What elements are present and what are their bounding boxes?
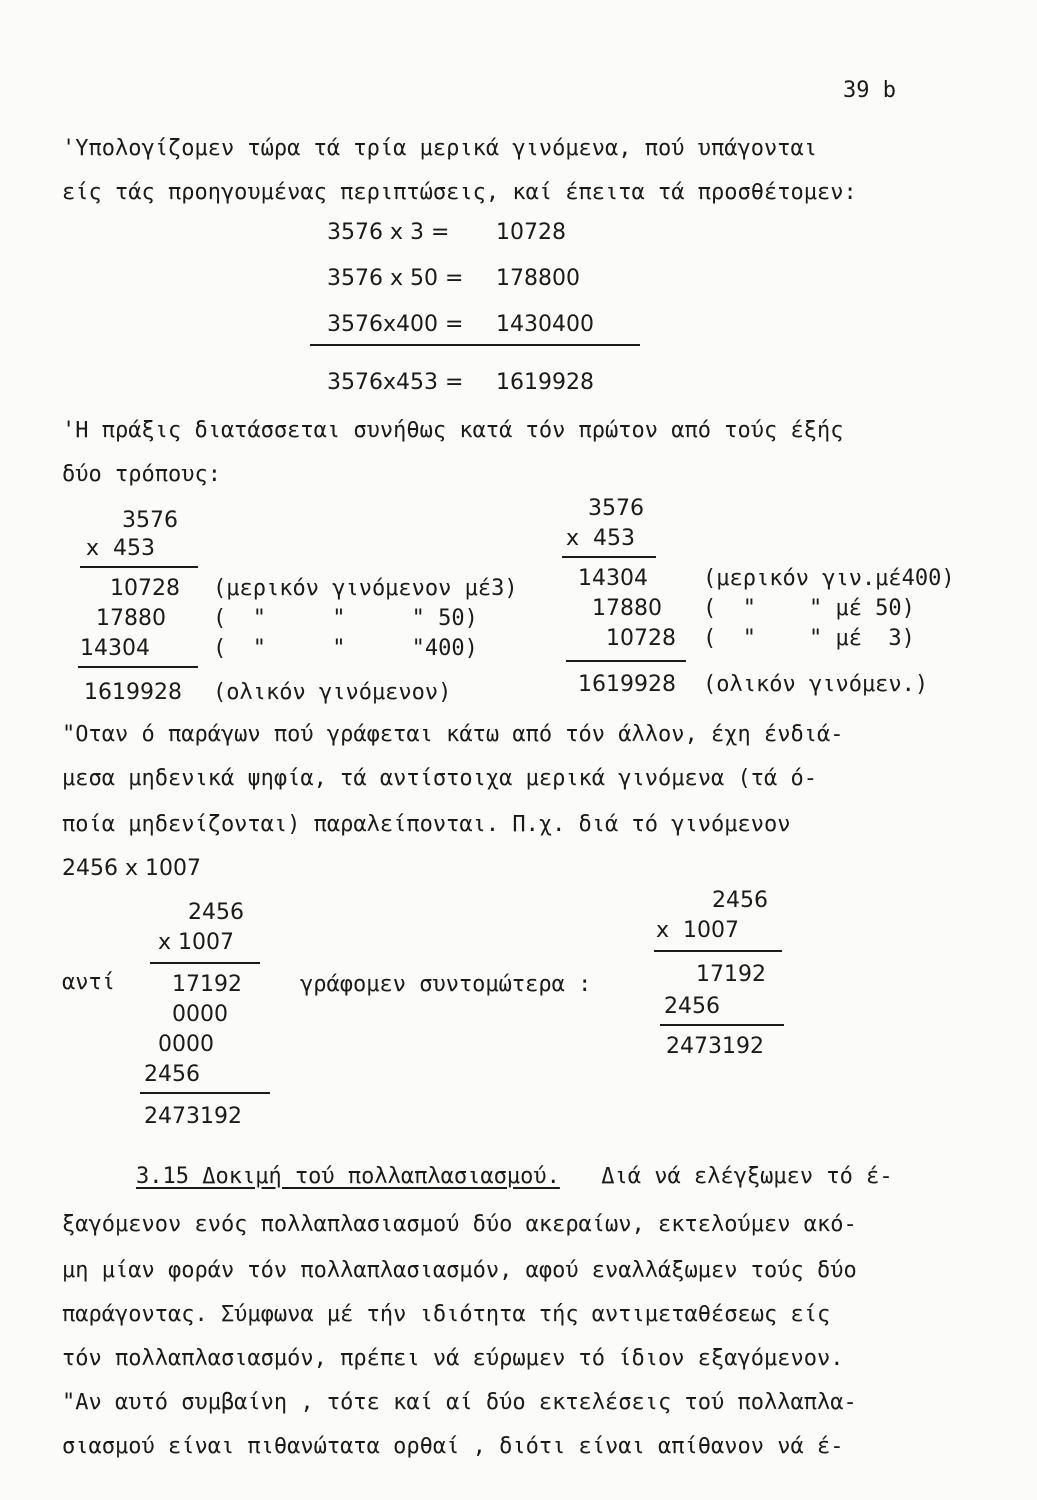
m1-note-3: ( " " "400) — [213, 636, 478, 661]
m2-note-3: ( " " μέ 3) — [703, 626, 915, 651]
short-row-1: 17192 — [696, 962, 766, 987]
partial-expr-3: 3576x400 = — [327, 312, 464, 337]
section-heading: 3.15 Δοκιμή τού πολλαπλασιασμού. — [136, 1164, 560, 1189]
m1-row-3: 14304 — [80, 636, 150, 661]
intro-line-2: είς τάς προηγουμένας περιπτώσεις, καί έπειτα τά προσθέτομεν: — [62, 180, 857, 205]
page-number: 39 b — [843, 78, 896, 103]
short-multiplier: x 1007 — [656, 918, 739, 943]
long-row-2: 0000 — [172, 1002, 228, 1027]
m2-total: 1619928 — [578, 672, 676, 697]
section-line-1: Διά νά ελέγξωμεν τό έ- — [588, 1164, 893, 1189]
m2-rule-bottom — [566, 660, 686, 662]
section-line-3: μη μίαν φοράν τόν πολλαπλασιασμόν, αφού εναλλάξωμεν τούς δύο — [62, 1258, 857, 1283]
partial-expr-2: 3576 x 50 = — [327, 266, 464, 291]
long-rule-bottom — [140, 1092, 270, 1094]
m2-row-2: 17880 — [592, 596, 662, 621]
partial-result-2: 178800 — [496, 266, 580, 291]
m1-note-2: ( " " " 50) — [213, 606, 478, 631]
zeros-example: 2456 x 1007 — [62, 856, 201, 881]
section-line-5: τόν πολλαπλασιασμόν, πρέπει νά εύρωμεν τό ίδιον εξαγόμενον. — [62, 1346, 844, 1371]
m1-total-note: (ολικόν γινόμενον) — [213, 680, 452, 705]
m1-multiplicand: 3576 — [122, 508, 178, 533]
short-rule-top — [654, 950, 782, 952]
m2-total-note: (ολικόν γινόμεν.) — [703, 672, 929, 697]
m2-note-2: ( " " μέ 50) — [703, 596, 915, 621]
intro-line-1: 'Υπολογίζομεν τώρα τά τρία μερικά γινόμενα, πού υπάγονται — [62, 136, 817, 161]
zeros-line-2: μεσα μηδενικά ψηφία, τά αντίστοιχα μερικά γινόμενα (τά ό- — [62, 766, 817, 791]
long-row-3: 0000 — [158, 1032, 214, 1057]
short-total: 2473192 — [666, 1034, 764, 1059]
m2-multiplier: x 453 — [566, 526, 635, 551]
m1-rule-top — [80, 566, 198, 568]
long-multiplier: x 1007 — [158, 930, 235, 955]
m2-multiplicand: 3576 — [588, 496, 644, 521]
m1-row-1: 10728 — [110, 576, 180, 601]
long-row-1: 17192 — [172, 972, 242, 997]
partial-result-1: 10728 — [496, 220, 566, 245]
short-label: γράφομεν συντομώτερα : — [300, 972, 592, 997]
arrangement-line-1: 'Η πράξις διατάσσεται συνήθως κατά τόν πρώτον από τούς έξής — [62, 418, 844, 443]
long-total: 2473192 — [144, 1104, 242, 1129]
total-expr: 3576x453 = — [327, 370, 464, 395]
m1-multiplier: x 453 — [86, 536, 155, 561]
m2-row-3: 10728 — [606, 626, 676, 651]
short-multiplicand: 2456 — [712, 888, 768, 913]
zeros-line-1: "Οταν ό παράγων πού γράφεται κάτω από τόν άλλον, έχη ένδιά- — [62, 722, 844, 747]
sum-rule — [310, 344, 640, 346]
partial-expr-1: 3576 x 3 = — [327, 220, 450, 245]
long-rule-top — [150, 962, 260, 964]
short-row-2: 2456 — [664, 994, 720, 1019]
section-line-7: σιασμού είναι πιθανώτατα ορθαί , διότι είναι απίθανον νά έ- — [62, 1434, 844, 1459]
m1-total: 1619928 — [84, 680, 182, 705]
m2-note-1: (μερικόν γιν.μέ400) — [703, 566, 955, 591]
long-multiplicand: 2456 — [188, 900, 244, 925]
long-row-4: 2456 — [144, 1062, 200, 1087]
section-line-6: "Αν αυτό συμβαίνη , τότε καί αί δύο εκτελέσεις τού πολλαπλα- — [62, 1390, 857, 1415]
arrangement-line-2: δύο τρόπους: — [62, 462, 221, 487]
m1-note-1: (μερικόν γινόμενον μέ3) — [213, 576, 518, 601]
section-line-2: ξαγόμενον ενός πολλαπλασιασμού δύο ακεραίων, εκτελούμεν ακό- — [62, 1212, 857, 1237]
m1-row-2: 17880 — [96, 606, 166, 631]
total-result: 1619928 — [496, 370, 594, 395]
partial-result-3: 1430400 — [496, 312, 594, 337]
zeros-line-3: ποία μηδενίζονται) παραλείπονται. Π.χ. διά τό γινόμενον — [62, 812, 791, 837]
long-label: αντί — [62, 970, 115, 995]
m2-row-1: 14304 — [578, 566, 648, 591]
short-rule-bottom — [660, 1024, 784, 1026]
m2-rule-top — [562, 556, 656, 558]
section-line-4: παράγοντας. Σύμφωνα μέ τήν ιδιότητα τής αντιμεταθέσεως είς — [62, 1302, 831, 1327]
m1-rule-bottom — [78, 666, 198, 668]
